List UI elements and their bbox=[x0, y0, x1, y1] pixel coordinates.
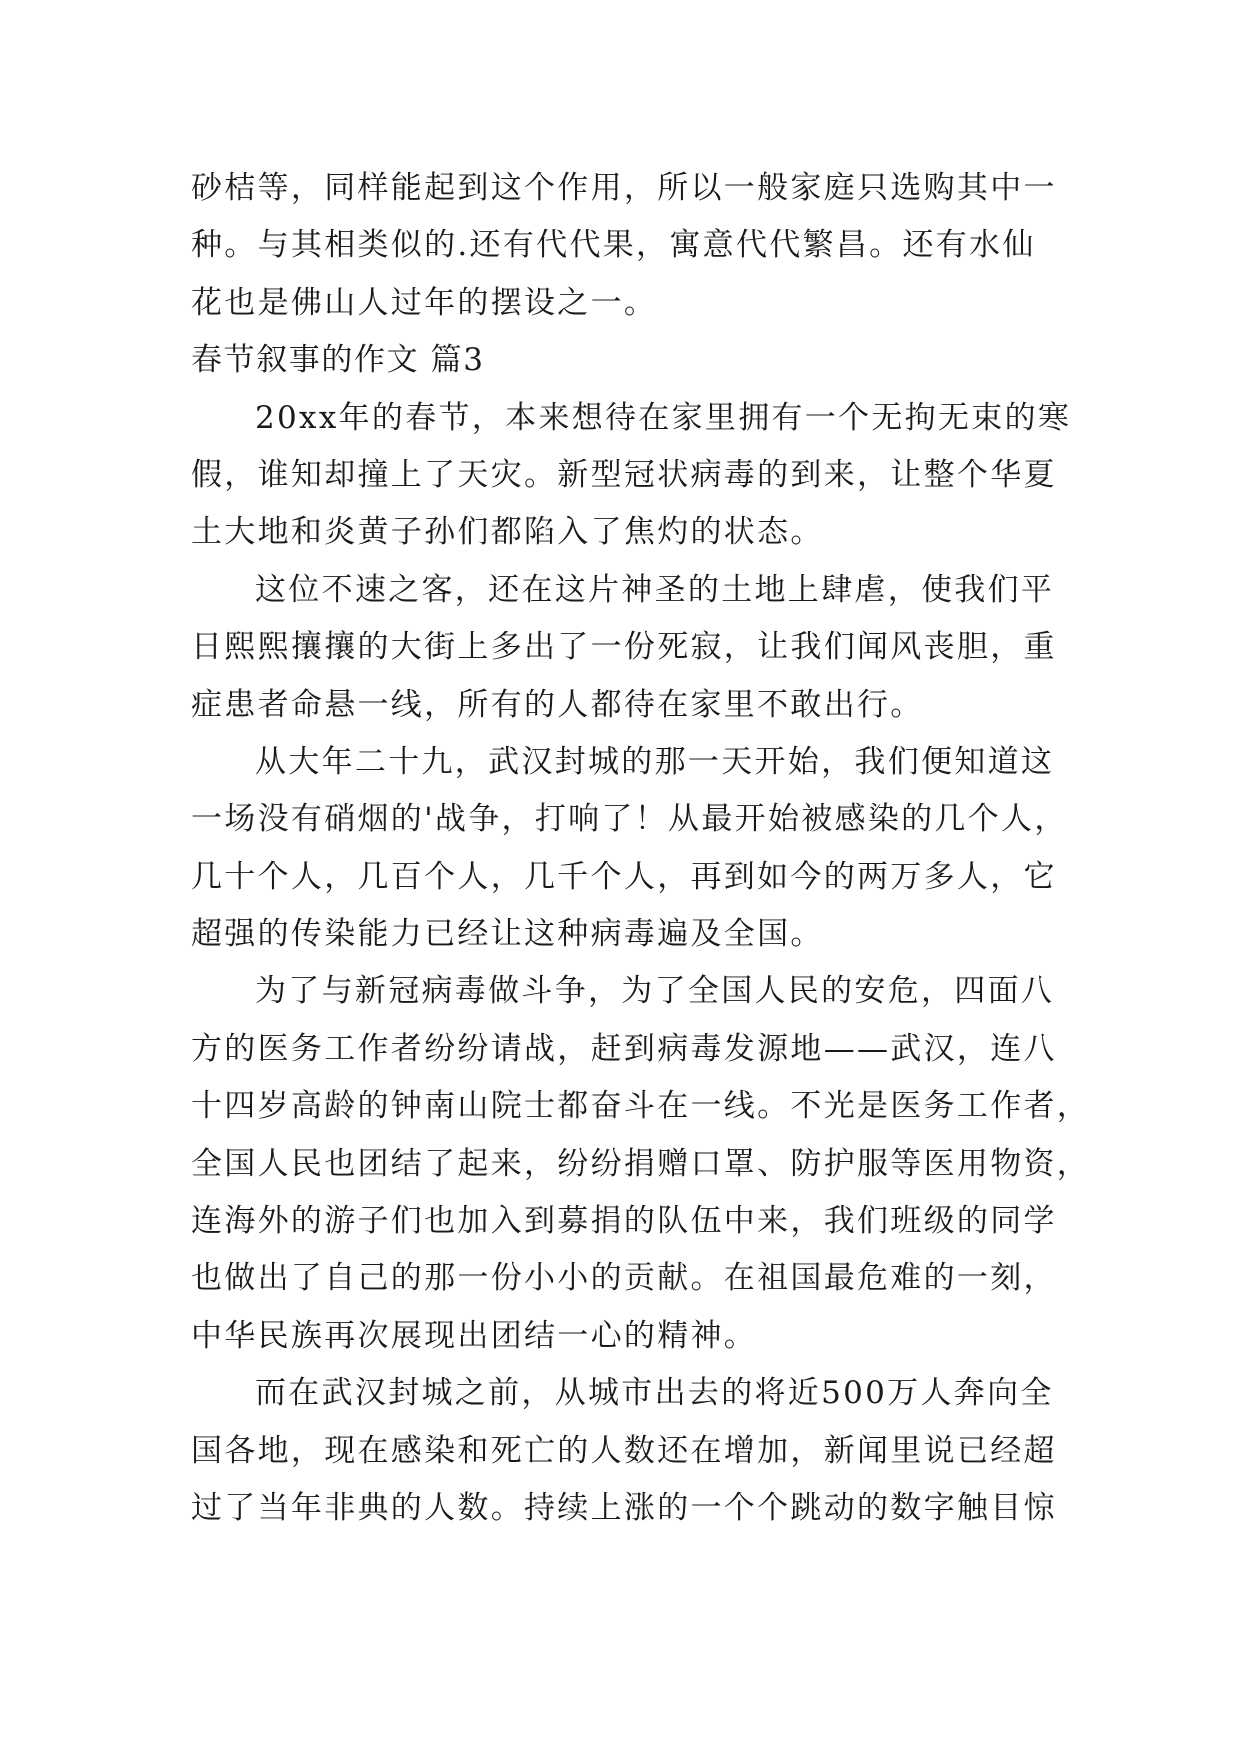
paragraph-first-line: 这位不速之客，还在这片神圣的土地上肆虐，使我们平 bbox=[255, 571, 1055, 608]
text-line: 一场没有硝烟的'战争，打响了！从最开始被感染的几个人， bbox=[191, 801, 1068, 838]
paragraph-first-line: 为了与新冠病毒做斗争，为了全国人民的安危，四面八 bbox=[255, 973, 1055, 1010]
text-line: 土大地和炎黄子孙们都陷入了焦灼的状态。 bbox=[191, 514, 824, 551]
text-line: 十四岁高龄的钟南山院士都奋斗在一线。不光是医务工作者， bbox=[191, 1088, 1091, 1125]
text-line: 国各地，现在感染和死亡的人数还在增加，新闻里说已经超 bbox=[191, 1432, 1057, 1469]
text-line: 中华民族再次展现出团结一心的精神。 bbox=[191, 1317, 758, 1354]
section-heading: 春节叙事的作文 篇3 bbox=[191, 342, 485, 379]
text-line: 假，谁知却撞上了天灾。新型冠状病毒的到来，让整个华夏 bbox=[191, 456, 1057, 493]
text-line: 种。与其相类似的.还有代代果，寓意代代繁昌。还有水仙 bbox=[191, 227, 1036, 264]
text-line: 砂桔等，同样能起到这个作用，所以一般家庭只选购其中一 bbox=[191, 170, 1057, 206]
paragraph-first-line: 从大年二十九，武汉封城的那一天开始，我们便知道这 bbox=[255, 743, 1055, 780]
text-line: 日熙熙攘攘的大街上多出了一份死寂，让我们闻风丧胆，重 bbox=[191, 629, 1057, 666]
text-line: 花也是佛山人过年的摆设之一。 bbox=[191, 284, 658, 321]
text-line: 过了当年非典的人数。持续上涨的一个个跳动的数字触目惊 bbox=[191, 1489, 1057, 1526]
text-line: 症患者命悬一线，所有的人都待在家里不敢出行。 bbox=[191, 686, 924, 723]
text-line: 全国人民也团结了起来，纷纷捐赠口罩、防护服等医用物资， bbox=[191, 1145, 1091, 1182]
text-line: 超强的传染能力已经让这种病毒遍及全国。 bbox=[191, 916, 824, 953]
paragraph-first-line: 20xx年的春节，本来想待在家里拥有一个无拘无束的寒 bbox=[255, 399, 1072, 436]
text-line: 也做出了自己的那一份小小的贡献。在祖国最危难的一刻， bbox=[191, 1260, 1057, 1297]
text-line: 方的医务工作者纷纷请战，赶到病毒发源地——武汉，连八 bbox=[191, 1030, 1057, 1067]
text-line: 连海外的游子们也加入到募捐的队伍中来，我们班级的同学 bbox=[191, 1203, 1057, 1240]
text-line: 几十个人，几百个人，几千个人，再到如今的两万多人，它 bbox=[191, 858, 1057, 895]
paragraph-first-line: 而在武汉封城之前，从城市出去的将近500万人奔向全 bbox=[255, 1375, 1054, 1412]
document-body bbox=[191, 160, 1091, 1537]
